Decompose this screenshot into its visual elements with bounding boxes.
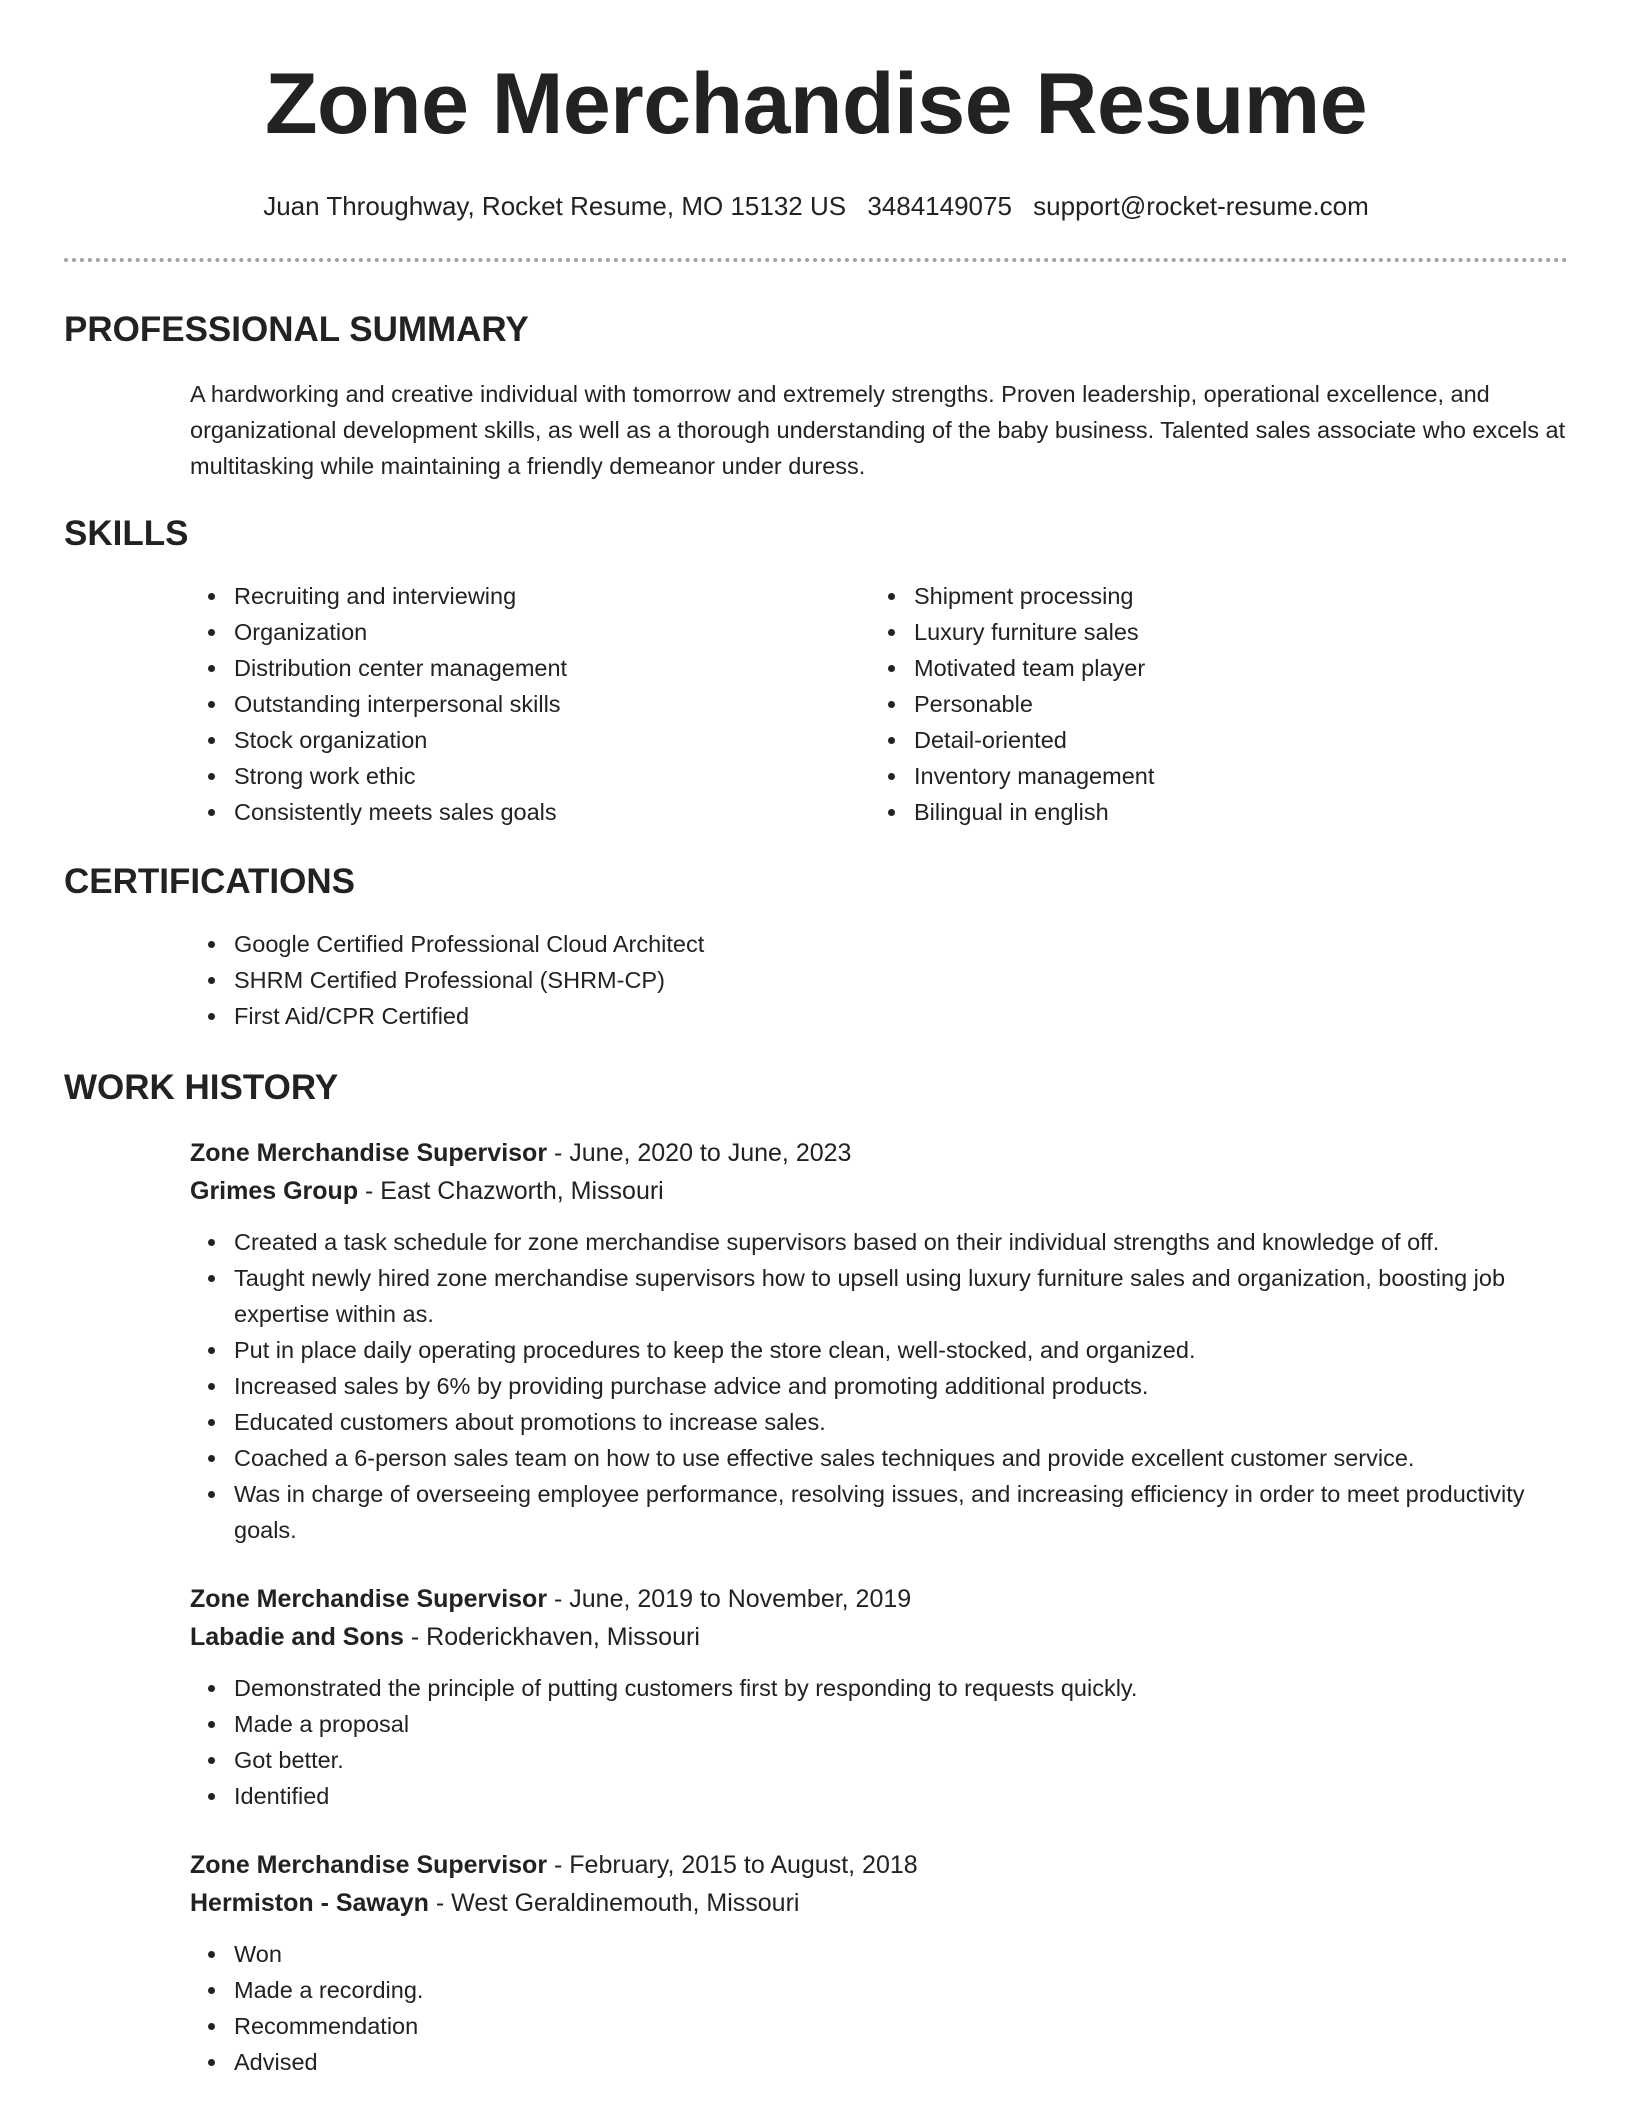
job-bullet: Increased sales by 6% by providing purchase advice and promoting additional products. [190,1368,1568,1404]
job-title-line [190,1580,1568,1618]
job-title-line [190,1846,1568,1884]
job-company-line [190,1618,1568,1656]
skills-left-column [190,578,870,830]
job-bullet: Demonstrated the principle of putting customers first by responding to requests quickly. [190,1670,1568,1706]
job-dates: - February, 2015 to August, 2018 [547,1851,918,1879]
skill-item: Detail-oriented [870,722,1550,758]
skill-item: Personable [870,686,1550,722]
job-bullet: Identified [190,1778,1568,1814]
job-bullet: Made a proposal [190,1706,1568,1742]
skill-item: Inventory management [870,758,1550,794]
header-divider [64,258,1568,262]
certification-item: First Aid/CPR Certified [190,998,1568,1034]
skill-item: Shipment processing [870,578,1550,614]
certification-item: SHRM Certified Professional (SHRM-CP) [190,962,1568,998]
job-title-line [190,1134,1568,1172]
job-dates: - June, 2019 to November, 2019 [547,1585,912,1613]
skill-item: Consistently meets sales goals [190,794,870,830]
job-bullet: Taught newly hired zone merchandise supervisors how to upsell using luxury furniture sales and organization, boosting job expertise within as. [190,1260,1568,1332]
job-location: - Roderickhaven, Missouri [403,1623,700,1651]
skills-heading: SKILLS [64,514,189,553]
skills-right-column [870,578,1550,830]
resume-title: Zone Merchandise Resume [264,56,1368,152]
job-bullet: Created a task schedule for zone merchandise supervisors based on their individual strengths and knowledge of off. [190,1224,1568,1260]
job-bullet: Advised [190,2044,1568,2080]
skill-item: Luxury furniture sales [870,614,1550,650]
work-history-heading: WORK HISTORY [64,1068,339,1107]
skill-item: Organization [190,614,870,650]
skill-item: Strong work ethic [190,758,870,794]
contact-address: Juan Throughway, Rocket Resume, MO 15132 US [263,191,847,221]
summary-text: A hardworking and creative individual with tomorrow and extremely strengths. Proven leadership, operational excellence, and organizational development skills, as well as a thorough understanding of the baby business. Talented sales associate who excels at multitasking while maintaining a friendly demeanor under duress. [190,381,1566,479]
job-title: Zone Merchandise Supervisor [190,1851,548,1879]
certifications-list [190,926,1568,1034]
job-company-line [190,1172,1568,1210]
skill-item: Recruiting and interviewing [190,578,870,614]
job-dates: - June, 2020 to June, 2023 [547,1139,852,1167]
job-bullet: Educated customers about promotions to increase sales. [190,1404,1568,1440]
job-company: Labadie and Sons [190,1623,404,1651]
certifications-heading: CERTIFICATIONS [64,862,356,901]
contact-phone: 3484149075 [867,191,1012,221]
job-location: - East Chazworth, Missouri [358,1177,664,1205]
job-bullet: Put in place daily operating procedures to keep the store clean, well-stocked, and organized. [190,1332,1568,1368]
job-bullet: Made a recording. [190,1972,1568,2008]
job-company: Grimes Group [190,1177,359,1205]
skill-item: Outstanding interpersonal skills [190,686,870,722]
job-entry [190,1580,1568,1814]
contact-line [64,190,1568,222]
skills-grid [190,578,1568,830]
skill-item: Stock organization [190,722,870,758]
skill-item: Bilingual in english [870,794,1550,830]
skill-item: Distribution center management [190,650,870,686]
job-bullet: Recommendation [190,2008,1568,2044]
job-entry [190,1846,1568,2080]
contact-email: support@rocket-resume.com [1033,191,1369,221]
job-company-line [190,1884,1568,1922]
job-bullet: Won [190,1936,1568,1972]
job-title: Zone Merchandise Supervisor [190,1585,548,1613]
job-entry [190,1134,1568,1548]
certification-item: Google Certified Professional Cloud Architect [190,926,1568,962]
summary-heading: PROFESSIONAL SUMMARY [64,310,529,349]
skill-item: Motivated team player [870,650,1550,686]
job-bullets [190,1224,1568,1548]
job-bullet: Coached a 6-person sales team on how to use effective sales techniques and provide excellent customer service. [190,1440,1568,1476]
job-bullet: Got better. [190,1742,1568,1778]
job-bullets [190,1670,1568,1814]
job-bullets [190,1936,1568,2080]
job-company: Hermiston - Sawayn [190,1889,429,1917]
job-bullet: Was in charge of overseeing employee performance, resolving issues, and increasing efficiency in order to meet productivity goals. [190,1476,1568,1548]
job-title: Zone Merchandise Supervisor [190,1139,548,1167]
job-location: - West Geraldinemouth, Missouri [428,1889,800,1917]
resume-page [64,0,1568,2080]
